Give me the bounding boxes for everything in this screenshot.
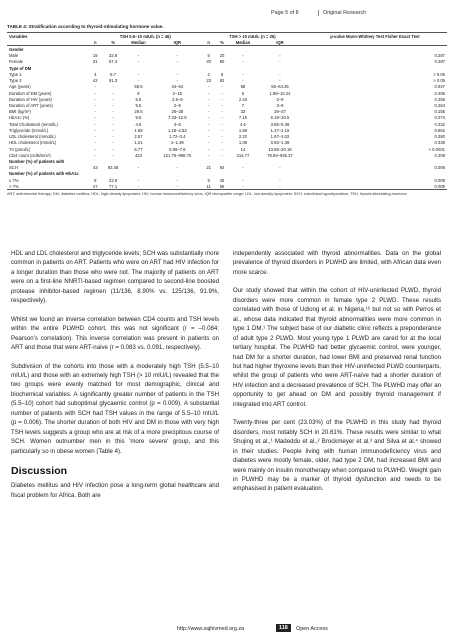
table-cell: - [221, 90, 223, 96]
table-cell: 4.6 [135, 121, 142, 127]
table-cell: - [112, 134, 114, 140]
table-cell: 67.4 [109, 59, 118, 65]
subheader-cell [7, 39, 89, 46]
row-label: > 7% [7, 183, 89, 190]
table-cell: 22.9 [109, 177, 118, 183]
table-cell: 45 [219, 177, 225, 183]
row-label: HbA1c (%) [9, 115, 30, 121]
table-cell: - [94, 121, 96, 127]
table-cell: 5 [207, 53, 210, 59]
table-cell: - [94, 96, 96, 102]
subheader-cell: Median [124, 39, 152, 46]
table-cell: - [279, 177, 281, 183]
subheader-cell: n [202, 39, 215, 46]
table-cell: - [279, 165, 281, 171]
table-cell: 29.5 [134, 109, 143, 115]
row-label: Male [9, 53, 19, 59]
table-cell: 0.264 [434, 103, 445, 108]
table-cell: - [112, 152, 114, 158]
discussion-heading: Discussion [11, 465, 68, 478]
table-cell: - [137, 78, 140, 84]
table-cell: - [221, 84, 223, 90]
table-cell: 31 [92, 59, 98, 65]
table-cell: 0.332 [434, 121, 445, 127]
table-cell: - [207, 109, 210, 115]
row-label: Type of DM [9, 65, 32, 71]
table-cell: - [94, 103, 96, 108]
table-cell: - [279, 53, 281, 59]
table-cell: - [221, 115, 223, 121]
table-cell: 1–1.39 [170, 140, 184, 146]
page-indicator: Page 5 of 8 [271, 10, 299, 16]
table-cell: - [124, 183, 152, 190]
table-cell: - [176, 59, 179, 65]
paragraph: Our study showed that within the cohort of HIV-uninfected PLWD, thyroid disorders were more common in female type 2 PLWD. These results correlated with those of Udiong et al. in Nigeria,¹⁶ but not so with Perros et al., whose data indicated that thyroid abnormalities were more common in type 1 DM.¹ The subject base of our diabetic clinic reflects a preponderance of adult type 2 PLWD. Most young type 1 PLWD are cared for at the local tertiary hospital. The PLWHD had better glycaemic control, were younger, had DM for a shorter duration, had lower BMI and preserved renal function but had higher thyroxine levels than their HIV-uninfected PLWD counterparts, whilst the group of patients who were ART-naïve had a shorter duration of HIV infection and a decreased prevalence of SCH. The PLWHD may offer an opportunity to get ahead on DM and possibly thyroid management if integrated into ART control. [233, 287, 441, 408]
table-cell: 5.5 [135, 96, 142, 102]
table-cell: 0.339 [434, 140, 445, 146]
table-cell: 78.84–946.37 [267, 152, 293, 158]
table-cell: 2.5–9 [172, 96, 183, 102]
table-cell: - [112, 140, 114, 146]
table-cell: - [207, 96, 210, 102]
table-cell: - [207, 103, 210, 108]
table-cell: 6 [241, 90, 245, 96]
table-cell: 3–9 [276, 103, 284, 108]
table-cell: - [94, 140, 96, 146]
table-cell: 0.287 [434, 59, 445, 65]
table-cell: 1.88–10.24 [269, 90, 291, 96]
row-label: Duration of DM (years) [9, 90, 52, 96]
row-label: Duration of HIV (years) [9, 96, 52, 102]
row-label: Triglyceride (mmol/L) [9, 127, 49, 133]
table-cell: - [242, 53, 244, 59]
table-cell: - [221, 96, 223, 102]
table-cell: - [221, 103, 223, 108]
page-number: 118 [276, 624, 291, 632]
table-cell: 9 [207, 177, 210, 183]
table-cell: - [242, 177, 244, 183]
table-cell: - [221, 140, 223, 146]
table-header-row-2 [7, 39, 447, 46]
subheader-cell: % [102, 39, 124, 46]
subheader-cell: IQR [257, 39, 303, 46]
table-cell: - [221, 134, 223, 140]
table-cell: 2–15 [172, 90, 182, 96]
table-cell: - [207, 121, 210, 127]
table-cell: 2.57 [134, 134, 143, 140]
header-p-value: p-value Mann-Whitney Test Fisher Exact Test [303, 33, 447, 40]
table-cell: 59.5 [134, 84, 143, 90]
table-body [7, 46, 447, 190]
table-cell: < 0.0001 [428, 146, 445, 152]
table-cell: - [112, 127, 114, 133]
table-cell: 0.209 [434, 152, 445, 158]
table-cell: - [207, 84, 210, 90]
table-cell: - [112, 90, 114, 96]
table-cell: - [94, 109, 96, 115]
page-header [0, 10, 453, 22]
right-column [233, 249, 441, 503]
paragraph: independently associated with thyroid abnormalities. Data on the global prevalence of thyroid disorders in PLWHD are limited, with African data even more scarce. [233, 250, 441, 276]
subheader-cell: Median [229, 39, 257, 46]
row-label: BMI (kg/m²) [9, 109, 31, 115]
journal-url-link[interactable]: http://www.sajhivmed.org.za [177, 626, 245, 632]
table-cell: 5.5 [135, 103, 142, 108]
table-cell: - [112, 103, 114, 108]
subheader-cell: % [215, 39, 228, 46]
table-footnote: ART, antiretroviral therapy; DM, diabetes mellitus; HDL, high-density lipoprotein; HIV, human immunodeficiency virus; IQR interquartile range; LDL, low-density lipoprotein; SCH, subclinical hypothyroidism; TSH, thyroid-stimulating hormone. [7, 192, 408, 197]
table-cell: 0.155 [434, 109, 445, 115]
row-label: SCH [9, 165, 18, 171]
table-cell: 1.72–3.4 [169, 134, 186, 140]
table-cell: 14 [240, 146, 246, 152]
table-cell: - [229, 183, 257, 190]
table-cell: - [279, 78, 281, 84]
table-cell: 4.6 [240, 121, 246, 127]
table-cell: - [207, 115, 210, 121]
paragraph: Subdivision of the cohorts into those with a moderately high TSH (5.5–10 mIU/L) and those with an extremely high TSH (> 10 mIU/L) revealed that the two groups were evenly matched for most demographic, clinical and biochemical variables. A significantly greater number of patients in the TSH (5.5–10) cohort had suboptimal glycaemic control (p = 0.009). A substantial number of patients with SCH had TSH values in the range of 5.5–10 mIU/L (p = 0.006). The shorter duration of both HIV and DM in those with very high TSH levels suggests a group who are at risk of a more precipitous course of SCH. Women outnumber men in this 'more severe' group, and this particularly so in obese women (Table 4). [11, 362, 219, 455]
table-cell: 0.380 [434, 134, 445, 140]
table-cell: - [112, 96, 114, 102]
table-cell: 25–38 [171, 109, 184, 115]
row-label: HDL cholesterol (mmol/L) [9, 140, 57, 146]
row-label: Type 1 [9, 71, 22, 77]
row-label: Number (%) of patients with [9, 158, 65, 164]
table-cell: - [112, 121, 114, 127]
table-cell: 0.947 [434, 84, 445, 90]
subheader-cell [303, 39, 447, 46]
table-cell: - [257, 183, 303, 190]
table-cell: 42 [92, 78, 98, 84]
table-cell: 29–37 [274, 109, 286, 115]
table-cell: - [112, 115, 114, 121]
table-cell: 32.6 [109, 53, 118, 59]
table-cell: - [207, 127, 210, 133]
table-cell: 0.074 [434, 115, 445, 121]
open-access-label: Open Access [296, 626, 328, 632]
paragraph: Diabetes mellitus and HIV infection pose a long-term global healthcare and fiscal problem for Africa. Both are [11, 482, 219, 499]
table-cell: - [137, 71, 140, 77]
table-cell: 121.75–998.75 [163, 152, 192, 158]
table-cell: > 0.05 [433, 71, 445, 77]
table-cell: - [137, 165, 140, 171]
table-cell: 93.48 [107, 165, 119, 171]
table-4 [7, 24, 447, 198]
table-cell: 58 [240, 84, 246, 90]
table-cell: - [207, 152, 210, 158]
table-cell: - [279, 59, 281, 65]
table-cell: 8 [94, 177, 97, 183]
row-label: Type 2 [9, 78, 22, 84]
header-tsh-high: TSH > 10 mIU/L (n = 25) [202, 33, 303, 40]
table-cell: - [112, 146, 114, 152]
subheader-cell: n [89, 39, 102, 46]
table-cell: - [112, 109, 114, 115]
table-cell: - [242, 71, 244, 77]
table-cell: 8 [220, 71, 224, 77]
table-cell: 20 [206, 59, 211, 65]
table-cell: - [207, 146, 210, 152]
table-cell: - [221, 127, 223, 133]
table-cell: 0.287 [434, 53, 445, 59]
table-cell: 7 [241, 103, 245, 108]
table-cell: - [221, 109, 223, 115]
row-label: Gender [9, 47, 24, 53]
table-cell: 2–9 [173, 103, 181, 108]
table-cell: 3–9 [276, 96, 284, 102]
table-cell: 2 [207, 71, 210, 77]
paragraph: HDL and LDL cholesterol and triglyceride levels; SCH was substantially more common in patients on ART. Patients who were on ART had HIV infection for a longer duration than those who were not. The majority of patients on ART were on a first-line NNRTI-based regimen compared to second-line boosted protease inhibitor-based regimen (11/136, 8.90% vs. 125/136, 91.9%, respectively). [11, 250, 219, 305]
table-cell: 7.15 [238, 115, 248, 121]
table-cell: - [94, 90, 96, 96]
table-cell: 2.43 [238, 96, 248, 102]
table-cell: 0.256 [434, 96, 445, 102]
table-cell: 13.56–20.16 [268, 146, 292, 152]
table-cell: - [176, 71, 179, 77]
table-row [7, 183, 447, 190]
table-cell: 7.33–12.8 [168, 115, 187, 121]
table-cell: 1.08 [238, 140, 248, 146]
row-label: Age (years) [9, 84, 31, 90]
table-cell: - [242, 78, 244, 84]
table-cell: 20 [219, 53, 225, 59]
table-cell: 2.22 [238, 134, 248, 140]
table-cell: - [176, 165, 179, 171]
table-cell: 8.7 [110, 71, 116, 77]
table-cell: - [221, 121, 223, 127]
table-cell: 91.3 [109, 78, 118, 84]
table-cell: 55 [215, 183, 228, 190]
table-cell: - [94, 134, 96, 140]
row-label: T4 (pmol/L) [9, 146, 31, 152]
subheader-cell: IQR [153, 39, 202, 46]
table-section-row [7, 46, 447, 53]
table-cell: 3.85–5.38 [270, 121, 290, 127]
table-cell: - [176, 177, 179, 183]
table-cell: 11 [202, 183, 215, 190]
row-label: Number (%) of patients with HbA1c [9, 171, 79, 177]
table-cell: - [242, 59, 244, 65]
table-cell: 0.008 [434, 177, 445, 183]
table-cell: 1.69 [238, 127, 248, 133]
table-cell: 1.27–2.15 [270, 127, 290, 133]
table-cell: 9.5 [135, 115, 142, 121]
table-cell: - [279, 71, 281, 77]
table-cell: 1.67–3.02 [270, 134, 290, 140]
table-cell: - [112, 84, 114, 90]
table-cell: 0.93–1.38 [270, 140, 290, 146]
table-cell: 4–6 [173, 121, 181, 127]
table-cell: - [242, 165, 244, 171]
table-cell: 15 [92, 53, 98, 59]
table-cell: 214.77 [236, 152, 250, 158]
table-cell: 6.77 [134, 146, 143, 152]
table-cell: - [94, 146, 96, 152]
table-cell: 0.852 [434, 127, 445, 133]
table-cell: 1.21 [134, 140, 143, 146]
table-cell: 6.18–10.5 [270, 115, 290, 121]
table-cell: - [94, 152, 96, 158]
table-cell: 4 [94, 71, 97, 77]
table-cell: 43 [92, 165, 98, 171]
table-cell: 33 [240, 109, 246, 115]
paragraph: Twenty-three per cent (23.03%) of the PLWHD in this study had thyroid disorders, most notably SCH in 20.61%. These results were similar to what Shujing et al.,¹ Madeddu et al.,² Brockmeyer et al.³ and Silva et al.⁴ showed in their studies. People living with human immunodeficiency virus and diabetes were mostly female, older, had type 2 DM, had increased BMI and were mainly on insulin monotherapy when compared to PLWHD. Weight gain in PLWHD may be a marker of thyroid dysfunction and needs to be emphasised in patient evaluation. [233, 419, 441, 493]
header-variables: Variables [7, 33, 89, 40]
left-column [11, 249, 219, 509]
table-cell: 44–64 [171, 84, 184, 90]
table-cell: 1.18–2.53 [168, 127, 187, 133]
table-cell: > 0.05 [433, 78, 445, 84]
table-cell: 55–64.25 [271, 84, 289, 90]
table-cell: 1.58 [134, 127, 143, 133]
table-cell: 8 [137, 90, 140, 96]
table-cell: 23 [206, 78, 211, 84]
table-cell: 27 [89, 183, 102, 190]
table-cell: - [153, 183, 202, 190]
table-cell: 433 [134, 152, 142, 158]
table-cell: - [207, 90, 210, 96]
table-cell: - [207, 140, 210, 146]
table-cell: 0.006 [434, 165, 445, 171]
table-cell: - [176, 78, 179, 84]
table-cell: - [94, 115, 96, 121]
table-cell: 80 [219, 59, 225, 65]
table-cell: 0.406 [434, 90, 445, 96]
table-cell: - [176, 53, 179, 59]
stratification-table [7, 32, 447, 190]
table-cell: - [94, 127, 96, 133]
paragraph: Whilst we found an inverse correlation between CD4 counts and TSH levels within the entire PLWHD cohort, this was not significant (r = –0.084; Pearson's correlation). This inverse correlation was present in patients on ART and those that were ART-naive (r = 0.083 vs. 0.091, respectively). [11, 315, 219, 352]
table-cell: - [94, 84, 96, 90]
section-label: Original Research [318, 10, 366, 16]
row-label: LDL cholesterol (mmol/L) [9, 134, 56, 140]
table-cell: - [137, 177, 140, 183]
row-label: Total Cholesterol (mmol/L) [9, 121, 58, 127]
table-cell: - [221, 146, 223, 152]
table-cell: 5.99–7.6 [169, 146, 186, 152]
row-label: Duration of ART (years) [9, 103, 53, 108]
table-cell: 92 [219, 78, 225, 84]
table-cell: 21 [206, 165, 211, 171]
table-cell: 0.009 [303, 183, 447, 190]
table-cell: - [137, 53, 140, 59]
row-label: CD4 count (cells/mm³) [9, 152, 51, 158]
table-header-row-1 [7, 33, 447, 40]
row-label: Female [9, 59, 23, 65]
table-title: TABLE 4: Stratification according to thyroid-stimulating hormone value. [7, 24, 164, 29]
header-tsh-moderate: TSH 5.5–10 mIU/L (n = 46) [89, 33, 202, 40]
table-cell: - [137, 59, 140, 65]
table-cell: 77.1 [102, 183, 124, 190]
table-cell: - [207, 134, 210, 140]
table-cell: 84 [219, 165, 225, 171]
table-cell: - [221, 152, 223, 158]
row-label: ≤ 7% [9, 177, 19, 183]
